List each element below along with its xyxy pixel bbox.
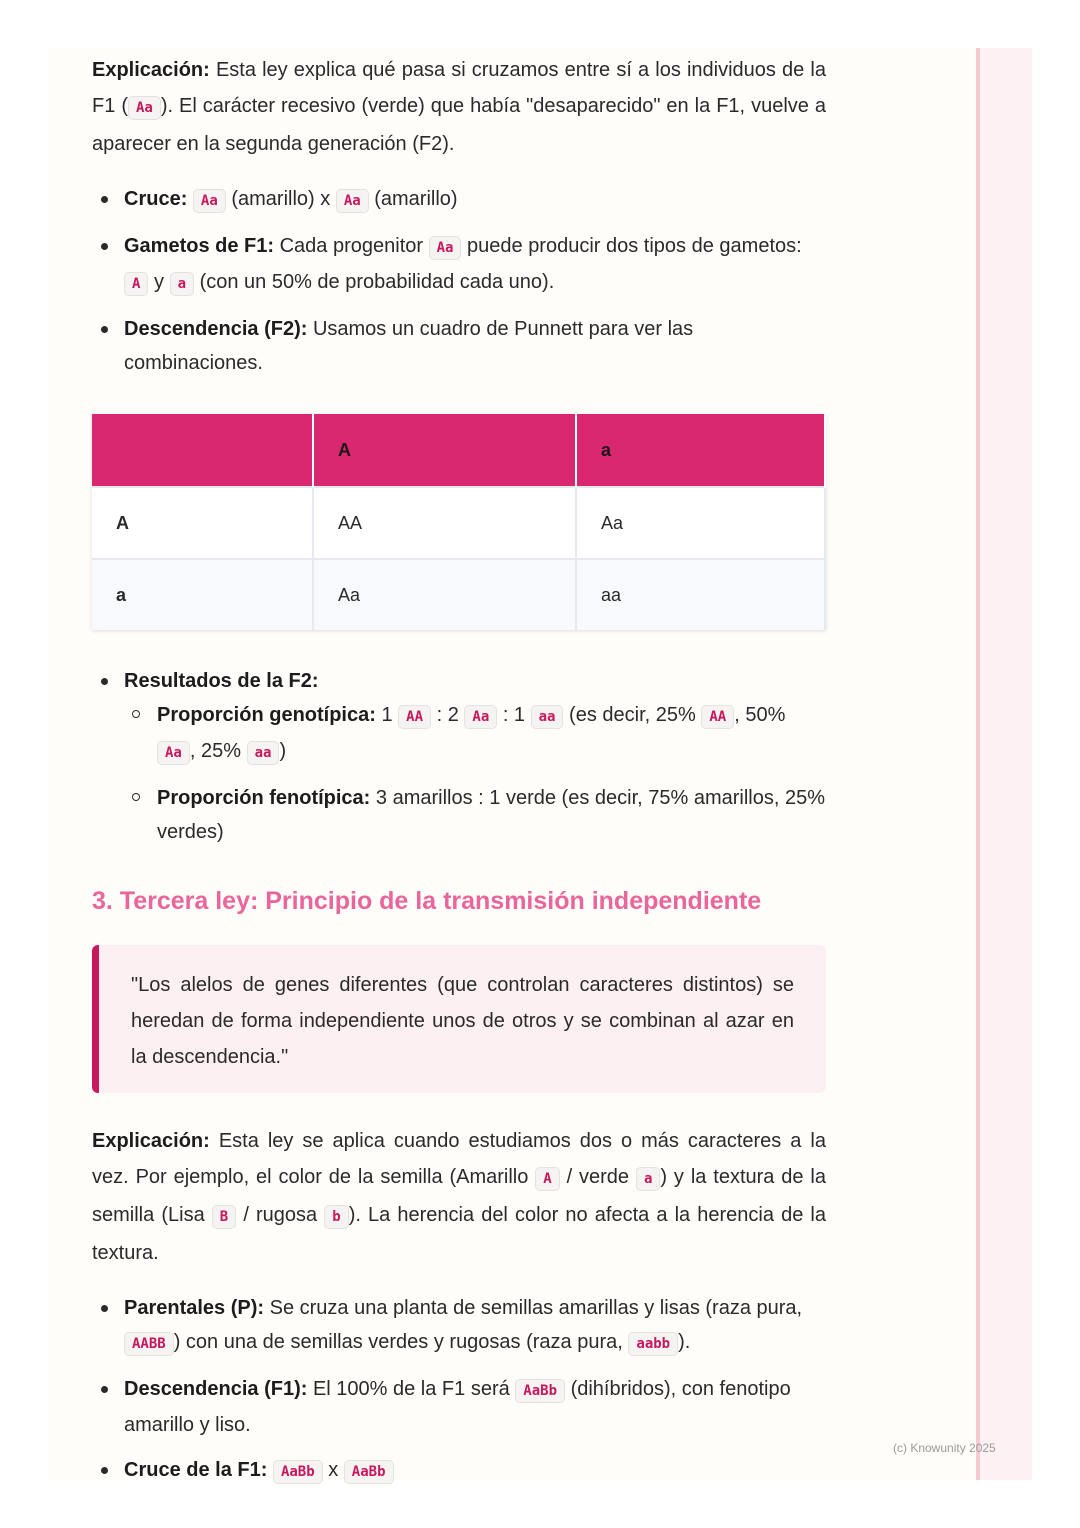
sub-bullet-fenotipica: Proporción fenotípica: 3 amarillos : 1 verde (es decir, 75% amarillos, 25% verdes) bbox=[124, 781, 826, 849]
table-row bbox=[92, 487, 825, 559]
bullet-gametos: Gametos de F1: Cada progenitor Aa puede producir dos tipos de gametos: A y a (con un 50% de probabilidad cada uno). bbox=[92, 229, 826, 301]
inline-code: a bbox=[636, 1167, 660, 1191]
blockquote: "Los alelos de genes diferentes (que controlan caracteres distintos) se heredan de forma independiente unos de otros y se combinan al azar en la descendencia." bbox=[92, 945, 826, 1093]
bullet-cruce-f1: Cruce de la F1: AaBb x AaBb bbox=[92, 1453, 826, 1489]
inline-code: aa bbox=[531, 705, 564, 729]
explicacion-paragraph: Explicación: Esta ley se aplica cuando estudiamos dos o más caracteres a la vez. Por ejemplo, el color de la semilla (Amarillo A / verde a ) y la textura de la semilla (Lisa B / rugosa b ). La herencia del color no afecta a la herencia de la textura. bbox=[92, 1130, 827, 1264]
inline-code: AaBb bbox=[515, 1379, 565, 1403]
inline-code: b bbox=[324, 1205, 348, 1229]
inline-code: A bbox=[535, 1167, 559, 1191]
intro-label: Explicación: bbox=[92, 59, 210, 81]
intro-paragraph: Explicación: Esta ley explica qué pasa si cruzamos entre sí a los individuos de la F1 ( Aa ). El carácter recesivo (verde) que había "desaparecido" en la F1, vuelve a aparecer en la segunda generación (F2). bbox=[92, 59, 826, 155]
side-margin bbox=[976, 48, 1032, 1480]
inline-code: AA bbox=[701, 705, 734, 729]
inline-code: Aa bbox=[429, 236, 462, 260]
inline-code: Aa bbox=[464, 705, 497, 729]
table-row-header: A bbox=[92, 487, 313, 559]
sub-list bbox=[124, 698, 826, 849]
section-heading: 3. Tercera ley: Principio de la transmisión independiente bbox=[92, 887, 762, 915]
inline-code: B bbox=[212, 1205, 236, 1229]
bullet-cruce: Cruce: Aa (amarillo) x Aa (amarillo) bbox=[92, 182, 826, 218]
inline-code: a bbox=[170, 272, 194, 296]
sub-bullet-genotipica: Proporción genotípica: 1 AA : 2 Aa : 1 aa (es decir, 25% AA , 50% Aa , 25% aa ) bbox=[124, 698, 826, 770]
copyright-footer: (c) Knowunity 2025 bbox=[893, 1441, 996, 1455]
inline-code: Aa bbox=[157, 741, 190, 765]
bullet-f1: Descendencia (F1): El 100% de la F1 será AaBb (dihíbridos), con fenotipo amarillo y liso. bbox=[92, 1372, 826, 1442]
explicacion-label: Explicación: bbox=[92, 1130, 210, 1152]
punnett-square-table bbox=[92, 414, 826, 630]
table-row bbox=[92, 559, 825, 630]
bullet-parentales: Parentales (P): Se cruza una planta de semillas amarillas y lisas (raza pura, AABB ) con una de semillas verdes y rugosas (raza pura, aabb ). bbox=[92, 1291, 826, 1361]
inline-code: aa bbox=[247, 741, 280, 765]
bullet-list-resultados bbox=[92, 664, 826, 849]
table-cell: aa bbox=[576, 559, 825, 630]
table-header-cell bbox=[92, 414, 313, 487]
table-cell: Aa bbox=[313, 559, 576, 630]
inline-code: AaBb bbox=[344, 1460, 394, 1484]
inline-code: Aa bbox=[336, 189, 369, 213]
table-header-row bbox=[92, 414, 825, 487]
bullet-resultados: Resultados de la F2: Proporción genotípica: 1 AA : 2 Aa : 1 aa (es decir, 25% AA , 50% Aa , 25% aa ) Proporción fenotípica: 3 amarillos : 1 verde (es decir, 75% amarillos, 25% verdes) bbox=[92, 664, 826, 849]
table-row-header: a bbox=[92, 559, 313, 630]
inline-code: A bbox=[124, 272, 148, 296]
inline-code: AaBb bbox=[273, 1460, 323, 1484]
table-cell: Aa bbox=[576, 487, 825, 559]
inline-code: AABB bbox=[124, 1332, 174, 1356]
document-content bbox=[92, 52, 826, 1489]
bullet-descendencia: Descendencia (F2): Usamos un cuadro de Punnett para ver las combinaciones. bbox=[92, 312, 826, 380]
inline-code: Aa bbox=[128, 96, 161, 120]
inline-code: AA bbox=[398, 705, 431, 729]
bullet-list-f2 bbox=[92, 182, 826, 380]
table-cell: AA bbox=[313, 487, 576, 559]
inline-code: aabb bbox=[628, 1332, 678, 1356]
inline-code: Aa bbox=[193, 189, 226, 213]
bullet-list-dihibridos bbox=[92, 1291, 826, 1489]
side-margin-line bbox=[976, 48, 980, 1480]
table-header-cell: a bbox=[576, 414, 825, 487]
table-header-cell: A bbox=[313, 414, 576, 487]
